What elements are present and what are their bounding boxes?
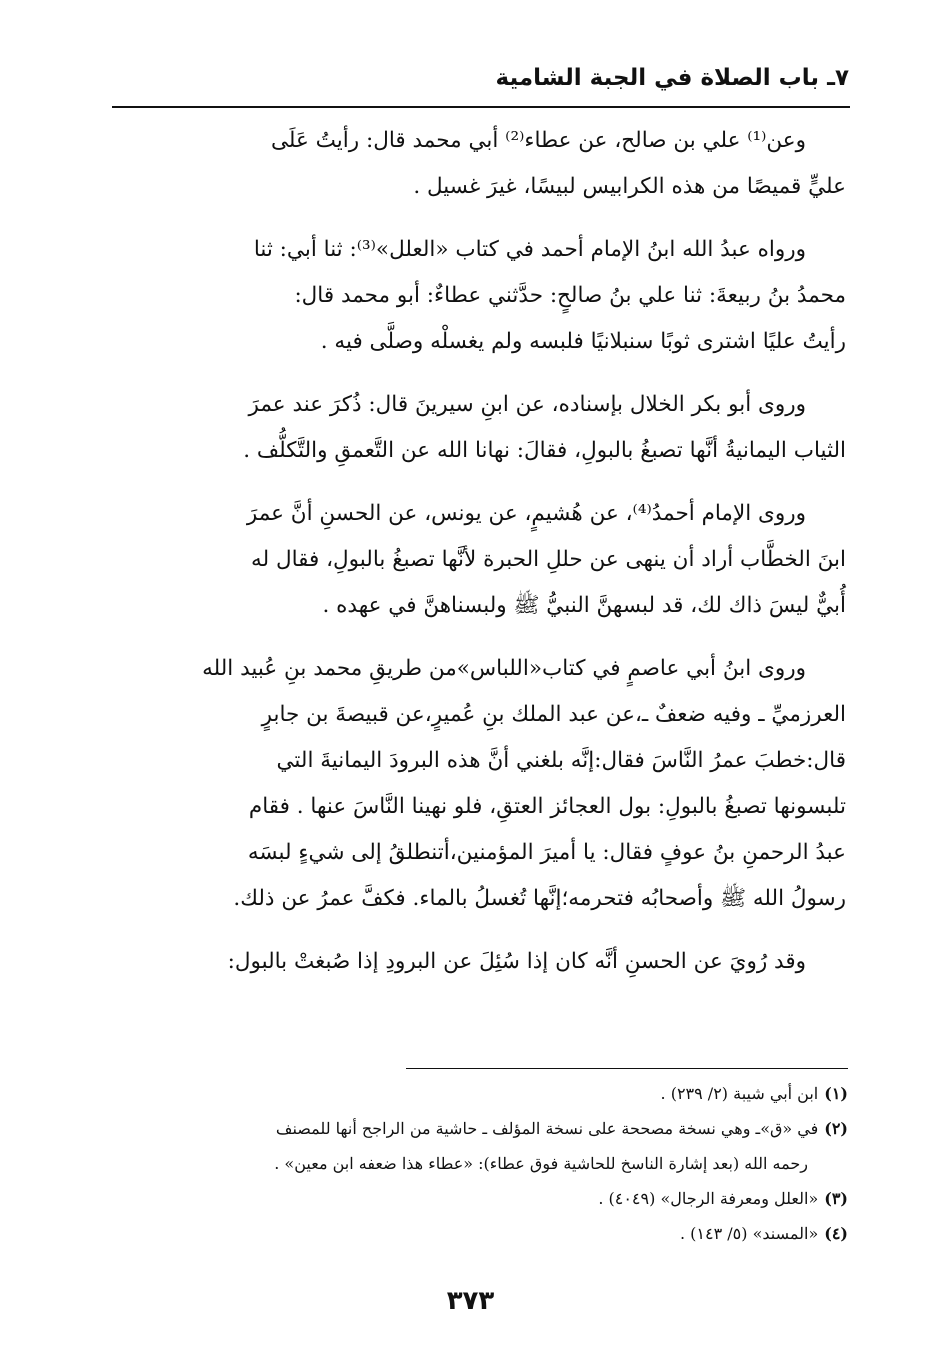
- text-line: وعن⁽¹⁾ علي بن صالح، عن عطاء⁽²⁾ أبي محمد قال: رأيتُ عَلَى: [270, 128, 806, 153]
- text-line: ابنَ الخطَّاب أراد أن ينهى عن حللِ الحبرة لأنَّها تصبغُ بالبولِ، فقال له: [251, 547, 846, 572]
- footnote-continuation: رحمه الله (بعد إشارة الناسخ للحاشية فوق عطاء): «عطاء هذا ضعفه ابن معين» .: [274, 1154, 808, 1173]
- footnote-separator: [406, 1068, 848, 1069]
- paragraph: [106, 939, 846, 985]
- text-line: قال:خطبَ عمرُ النَّاسَ فقال:إنَّه بلغني أنَّ هذه البرودَ اليمانيةَ التي: [276, 748, 846, 773]
- footnote-number: (١): [824, 1084, 848, 1103]
- footnote-text: «العلل ومعرفة الرجال» (٤٠٤٩) .: [598, 1189, 819, 1208]
- footnote: [112, 1216, 848, 1251]
- page-number: ٣٧٣: [446, 1286, 495, 1316]
- text-line: محمدُ بنُ ربيعةَ: ثنا علي بنُ صالحٍ: حدَّثني عطاءٌ: أبو محمد قال:: [294, 283, 846, 308]
- text-line: أُبيٌّ ليسَ ذاك لك، قد لبسهنَّ النبيُّ ﷺ ولبسناهنَّ في عهده .: [322, 593, 846, 618]
- text-line: عبدُ الرحمنِ بنُ عوفٍ فقال: يا أميرَ المؤمنين،أتنطلقُ إلى شيءٍ لبسَه: [247, 840, 846, 865]
- footnote: [112, 1181, 848, 1216]
- header-rule: [112, 106, 850, 108]
- footnotes: [112, 1076, 848, 1251]
- footnote-number: (٤): [824, 1224, 848, 1243]
- main-text: [106, 118, 846, 1002]
- text-line: ورواه عبدُ الله ابنُ الإمام أحمد في كتاب «العلل»⁽³⁾: ثنا أبي: ثنا: [253, 237, 806, 262]
- paragraph: [106, 382, 846, 474]
- running-header: ٧ـ باب الصلاة في الجبة الشامية: [495, 65, 849, 91]
- footnote-number: (٢): [824, 1119, 848, 1138]
- paragraph: [106, 646, 846, 922]
- footnote-text: ابن أبي شيبة (٢/ ٢٣٩) .: [660, 1084, 819, 1103]
- footnote-text: في «ق»ـ وهي نسخة مصححة على نسخة المؤلف ـ حاشية من الراجح أنها للمصنف: [275, 1119, 819, 1138]
- footnote: [112, 1111, 848, 1146]
- footnote-text: «المسند» (٥/ ١٤٣) .: [679, 1224, 819, 1243]
- text-line: العرزميِّ ـ وفيه ضعفٌ ـ،عن عبد الملك بنِ عُميرٍ،عن قبيصةَ بن جابرٍ: [261, 702, 846, 727]
- text-line: وقد رُويَ عن الحسنِ أنَّه كان إذا سُئِلَ عن البرودِ إذا صُبغتْ بالبول:: [227, 949, 806, 974]
- text-line: تلبسونها تصبغُ بالبولِ: بول العجائز العتقِ، فلو نهينا النَّاسَ عنها . فقام: [248, 794, 846, 819]
- text-line: وروى أبو بكر الخلال بإسناده، عن ابنِ سيرينَ قال: ذُكرَ عند عمرَ: [248, 392, 806, 417]
- paragraph: [106, 227, 846, 365]
- text-line: الثياب اليمانيةُ أنَّها تصبغُ بالبولِ، فقالَ: نهانا الله عن التَّعمقِ والتَّكلُّف .: [243, 438, 846, 463]
- text-line: وروى ابنُ أبي عاصمٍ في كتاب«اللباس»من طريقِ محمد بنِ عُبيد الله: [202, 656, 806, 681]
- paragraph: [106, 118, 846, 210]
- text-line: وروى الإمام أحمدُ⁽⁴⁾، عن هُشيمٍ، عن يونس، عن الحسنِ أنَّ عمرَ: [246, 501, 806, 526]
- footnote-number: (٣): [824, 1189, 848, 1208]
- text-line: رأيتُ عليًا اشترى ثوبًا سنبلانيًا فلبسه ولم يغسلْه وصلَّى فيه .: [320, 329, 846, 354]
- text-line: رسولُ الله ﷺ وأصحابُه فتحرمه؛إنَّها تُغسلُ بالماء. فكفَّ عمرُ عن ذلك.: [233, 886, 846, 911]
- footnote: [112, 1076, 848, 1111]
- text-line: عليٍّ قميصًا من هذه الكرابيس لبيسًا، غيرَ غسيل .: [413, 174, 846, 199]
- paragraph: [106, 491, 846, 629]
